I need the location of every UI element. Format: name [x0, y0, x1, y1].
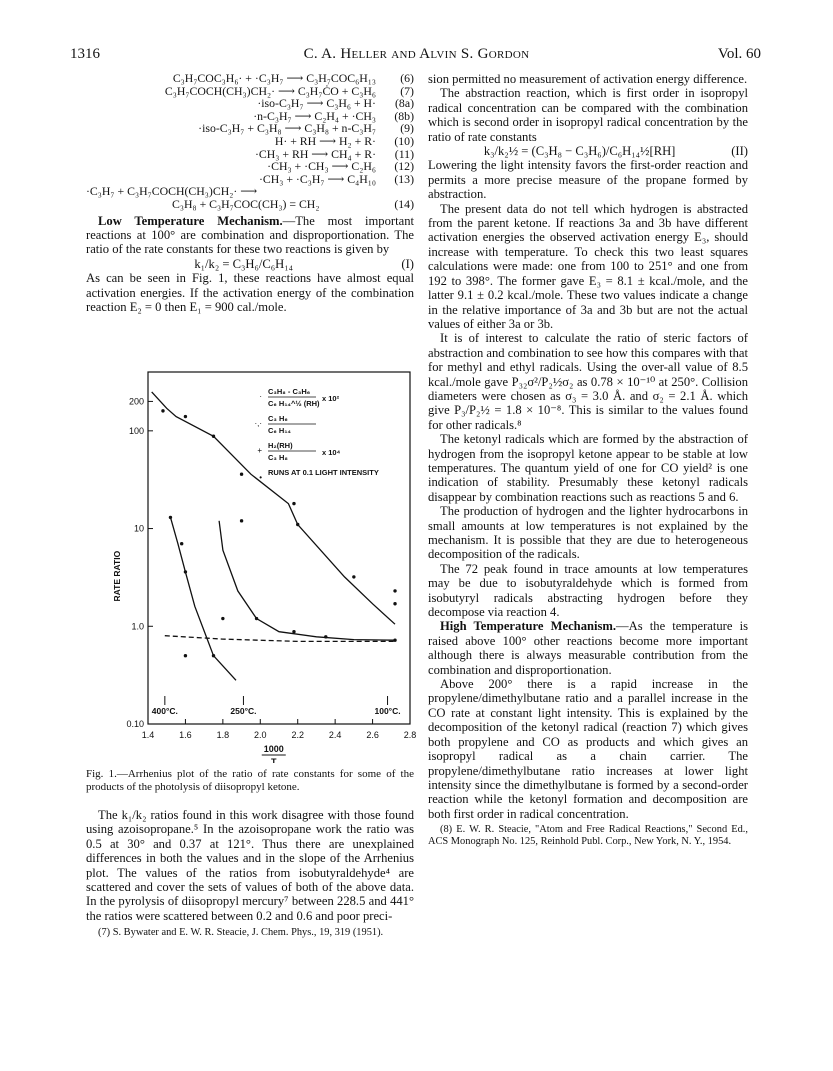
legend-entry: [254, 414, 316, 435]
x-tick-label: 2.2: [291, 730, 304, 740]
para-abstraction: The abstraction reaction, which is first order in isopropyl radical concentration can be compared with the combination which is second order in isopropyl radical concentration by the ratio of rate constants: [428, 86, 748, 144]
series-curve: [165, 636, 395, 642]
data-point: [184, 654, 187, 657]
reaction-row: [114, 135, 414, 148]
temp-marker-label: 250°C.: [230, 706, 257, 716]
reaction-list: [86, 72, 414, 185]
reaction-number: (7): [400, 83, 414, 98]
para-high-temp: [428, 619, 748, 677]
legend-label-top: H₂(RH): [268, 441, 293, 450]
high-temp-text: —As the temperature is raised above 100° other reactions become more important although there is always measurable contribution from the combination and disproportionation.: [428, 619, 748, 677]
para-steric-factors: It is of interest to calculate the ratio of steric factors of abstraction and combination to see how this compares with that for methyl and ethyl radicals. Using the over-all value of 8.5 kcal./mole gave P₃₂σ²/P₂½σ₂ as 0.78 × 10⁻¹⁰ at 250°. Collision diameters were chosen as σ₃ = 3.0 Å. and σ₂ = 2.1 Å. which give P₃/P₂½ = 1.8 × 10⁻⁸. This is similar to the values found for other radicals.⁸: [428, 331, 749, 432]
reaction-14-line1: ·C₃H₇ + C₃H₇COCH(CH₃)CH₂· ⟶: [86, 184, 258, 199]
reaction-row: [114, 160, 414, 173]
legend-suffix: x 10⁴: [322, 448, 341, 457]
low-temp-paragraph: [86, 214, 414, 257]
legend-label-top: C₃ H₆: [268, 414, 288, 423]
data-point: [184, 415, 187, 418]
equation-2-body: k₃/k₂½ = (C₃H₈ − C₃H₆)/C₆H₁₄½[RH]: [483, 144, 676, 159]
y-tick-label: 10: [133, 523, 144, 534]
volume-label: Vol. 60: [717, 46, 761, 62]
footnote-8: (8) E. W. R. Steacie, "Atom and Free Radical Reactions," Second Ed., ACS Monograph No. 125, Reinhold Publ. Corp., New York, N. Y., 1954.: [428, 824, 748, 848]
para-hydrogen-production: The production of hydrogen and the lighter hydrocarbons in small amounts at low temperatures is not explained by the mechanism. It is possible that they are due to heterogeneous decomposition of the radicals.: [428, 504, 748, 562]
left-column-lower: [86, 808, 414, 939]
reaction-number: (6): [400, 71, 414, 85]
para-hydrogen-abstraction: The present data do not tell which hydrogen is abstracted from the parent ketone. If reactions 3a and 3b have different activation energies the observed activation energy E₃, should increase with temperature. To check this two least squares calculations were made: one from 100 to 251° and one from 192 to 398°. The former gave E₃ = 8.1 ± kcal./mole, and the latter 9.1 ± 0.2 kcal./mole. These two values indicate a change in the relative importance of 3a and 3b but are not the actual values of either 3a or 3b.: [428, 201, 748, 331]
legend-entry: [259, 387, 339, 408]
para-k1k2: The k₁/k₂ ratios found in this work disagree with those found using azoisopropane.⁵ In the azoisopropane work the ratio was 0.5 at 30° and 0.37 at 121°. Thus there are unexplained differences in both the values and in the slope of the Arrhenius plot. The values of the ratios from isobutyraldehyde⁴ are scattered and cover the sets of values of both of the above data. In the pyrolysis of diisopropyl mercury⁷ between 228.5 and 441° the ratios were scattered between 0.2 and 0.6 and poor preci-: [86, 808, 414, 923]
y-axis-label: RATE RATIO: [112, 550, 122, 602]
legend-entry: [259, 468, 379, 482]
data-point: [393, 589, 396, 592]
data-point: [324, 635, 327, 638]
legend-label-top: RUNS AT 0.1 LIGHT INTENSITY: [268, 468, 379, 477]
x-tick-label: 1.4: [141, 730, 155, 740]
y-tick-label: 1.0: [131, 621, 144, 632]
high-temp-heading: High Temperature Mechanism.: [440, 619, 617, 634]
reaction-equation: ·CH₃ + RH ⟶ CH₄ + R·: [254, 146, 376, 161]
low-temp-heading: Low Temperature Mechanism.: [98, 213, 283, 228]
x-tick-label: 2.0: [254, 730, 267, 740]
equation-1: [86, 257, 414, 271]
para-activation-energy: As can be seen in Fig. 1, these reactions have almost equal activation energies. If the activation energy of the combination reaction E₂ = 0 then E₁ = 900 cal./mole.: [86, 271, 414, 314]
reaction-equation: ·iso-C₃H₇ ⟶ C₃H₆ + H·: [257, 96, 376, 111]
data-point: [180, 542, 183, 545]
reaction-14-line2: C₃H₈ + C₃H₇COC(CH₃) = CH₂: [172, 196, 320, 211]
y-tick-label: 100: [128, 425, 144, 436]
legend-entry: [257, 441, 340, 462]
reaction-equation: C₃H₇COC₃H₆· + ·C₃H₇ ⟶ C₃H₇COC₆H₁₃: [172, 71, 376, 85]
equation-1-number: (I): [401, 256, 414, 271]
x-axis-label-denominator: T: [271, 757, 277, 763]
para-propylene: Above 200° there is a rapid increase in the propylene/dimethylbutane ratio and a parallel increase in the CO rate at constant light intensity. This is explained by the decomposition of the ketonyl radical (reaction 7) which gives both propylene and CO as products and which gives an isopropyl radical as a chain carrier. The propylene/dimethylbutane ratio increases at lower light intensity since the dimethylbutane is formed by a second-order reaction while the ketonyl formation and decomposition are both first order in radical concentration.: [428, 677, 748, 821]
x-tick-label: 2.4: [328, 730, 342, 740]
y-tick-label: 0.10: [126, 719, 144, 729]
reaction-number: (8b): [394, 108, 414, 123]
reaction-equation: ·CH₃ + ·CH₃ ⟶ C₂H₆: [267, 159, 376, 174]
x-tick-label: 2.6: [366, 730, 379, 740]
reaction-number: (12): [394, 159, 414, 174]
reaction-number: (9): [400, 121, 414, 136]
legend-marker: ·: [259, 392, 262, 401]
legend-label-top: C₃H₈ - C₃H₆: [268, 387, 311, 396]
para-ketonyl: The ketonyl radicals which are formed by the abstraction of hydrogen from the isopropyl ketone appear to be stable at low temperatures. The quantum yield of one for CO yield² is one indication of stability. Presumably these ketonyl radicals disappear by combination reactions such as reactions 5 and 6.: [428, 432, 748, 504]
equation-1-body: k₁/k₂ = C₃H₆/C₆H₁₄: [194, 256, 294, 271]
series-curve: [219, 521, 395, 640]
left-column: [86, 72, 414, 314]
data-point: [184, 570, 187, 573]
legend-suffix: x 10²: [322, 394, 340, 403]
reaction-14: [86, 185, 414, 210]
running-head-authors: C. A. Heller and Alvin S. Gordon: [303, 46, 530, 62]
equation-2-number: (II): [731, 144, 748, 159]
legend-label-bottom: C₆ H₁₄^½ (RH): [268, 399, 320, 408]
data-point: [292, 630, 295, 633]
data-point: [212, 435, 215, 438]
data-point: [352, 575, 355, 578]
reaction-equation: ·n-C₃H₇ ⟶ C₂H₄ + ·CH₃: [253, 108, 376, 123]
reaction-equation: H· + RH ⟶ H₂ + R·: [274, 133, 376, 148]
reaction-equation: ·CH₃ + ·C₃H₇ ⟶ C₄H₁₀: [258, 171, 376, 186]
right-column: [428, 72, 748, 848]
x-axis-label-numerator: 1000: [263, 744, 284, 754]
temp-marker-label: 400°C.: [151, 706, 178, 716]
data-point: [296, 523, 299, 526]
data-point: [212, 654, 215, 657]
para-precision: sion permitted no measurement of activation energy difference.: [428, 72, 748, 86]
reaction-row: [114, 72, 414, 85]
x-tick-label: 2.8: [403, 730, 416, 740]
low-temp-text: —The most important reactions at 100° are combination and disproportionation. The ratio of the rate constants for these two reactions is given by: [86, 213, 414, 257]
x-tick-label: 1.6: [179, 730, 192, 740]
data-point: [169, 516, 172, 519]
reaction-equation: ·iso-C₃H₇ + C₃H₈ ⟶ C₃H₈ + n-C₃H₇: [198, 121, 376, 136]
data-point: [161, 409, 164, 412]
temp-marker-label: 100°C.: [374, 706, 401, 716]
data-point: [393, 602, 396, 605]
data-point: [292, 502, 295, 505]
data-point: [240, 472, 243, 475]
data-point: [393, 639, 396, 642]
figure-1: [108, 368, 416, 763]
reaction-number: (11): [394, 146, 414, 161]
para-light-intensity: Lowering the light intensity favors the first-order reaction and permits a more precise measure of the propane formed by abstraction.: [428, 158, 748, 202]
data-point: [221, 617, 224, 620]
plot-frame: [148, 372, 410, 724]
reaction-number: (10): [394, 133, 414, 148]
series-curve: [171, 517, 237, 680]
y-tick-label: 200: [128, 396, 144, 407]
x-tick-label: 1.8: [216, 730, 230, 740]
arrhenius-chart: [108, 368, 416, 763]
page-number: 1316: [70, 46, 100, 62]
legend-marker: ·,·: [254, 419, 262, 428]
figure-caption: Fig. 1.—Arrhenius plot of the ratio of rate constants for some of the products of the photolysis of diisopropyl ketone.: [86, 768, 414, 793]
reaction-row: [114, 97, 414, 110]
data-point: [255, 617, 258, 620]
legend-marker: +: [257, 446, 262, 455]
legend-label-bottom: C₆ H₁₄: [268, 426, 291, 435]
legend-marker: •: [259, 473, 262, 482]
reaction-14-number: (14): [394, 196, 414, 211]
legend-label-bottom: C₃ H₈: [268, 453, 288, 462]
reaction-equation: C₃H₇COCH(CH₃)CH₂· ⟶ C₃H₇ĊO + C₃H₆: [164, 83, 376, 98]
reaction-number: (8a): [395, 96, 414, 111]
para-72-peak: The 72 peak found in trace amounts at low temperatures may be due to isobutyraldehyde which is formed from isobutyryl radicals abstracting hydrogen before they decompose via reaction 4.: [428, 561, 748, 620]
equation-2: [428, 144, 748, 158]
footnote-7: (7) S. Bywater and E. W. R. Steacie, J. Chem. Phys., 19, 319 (1951).: [98, 927, 384, 939]
reaction-number: (13): [394, 171, 414, 186]
data-point: [240, 519, 243, 522]
